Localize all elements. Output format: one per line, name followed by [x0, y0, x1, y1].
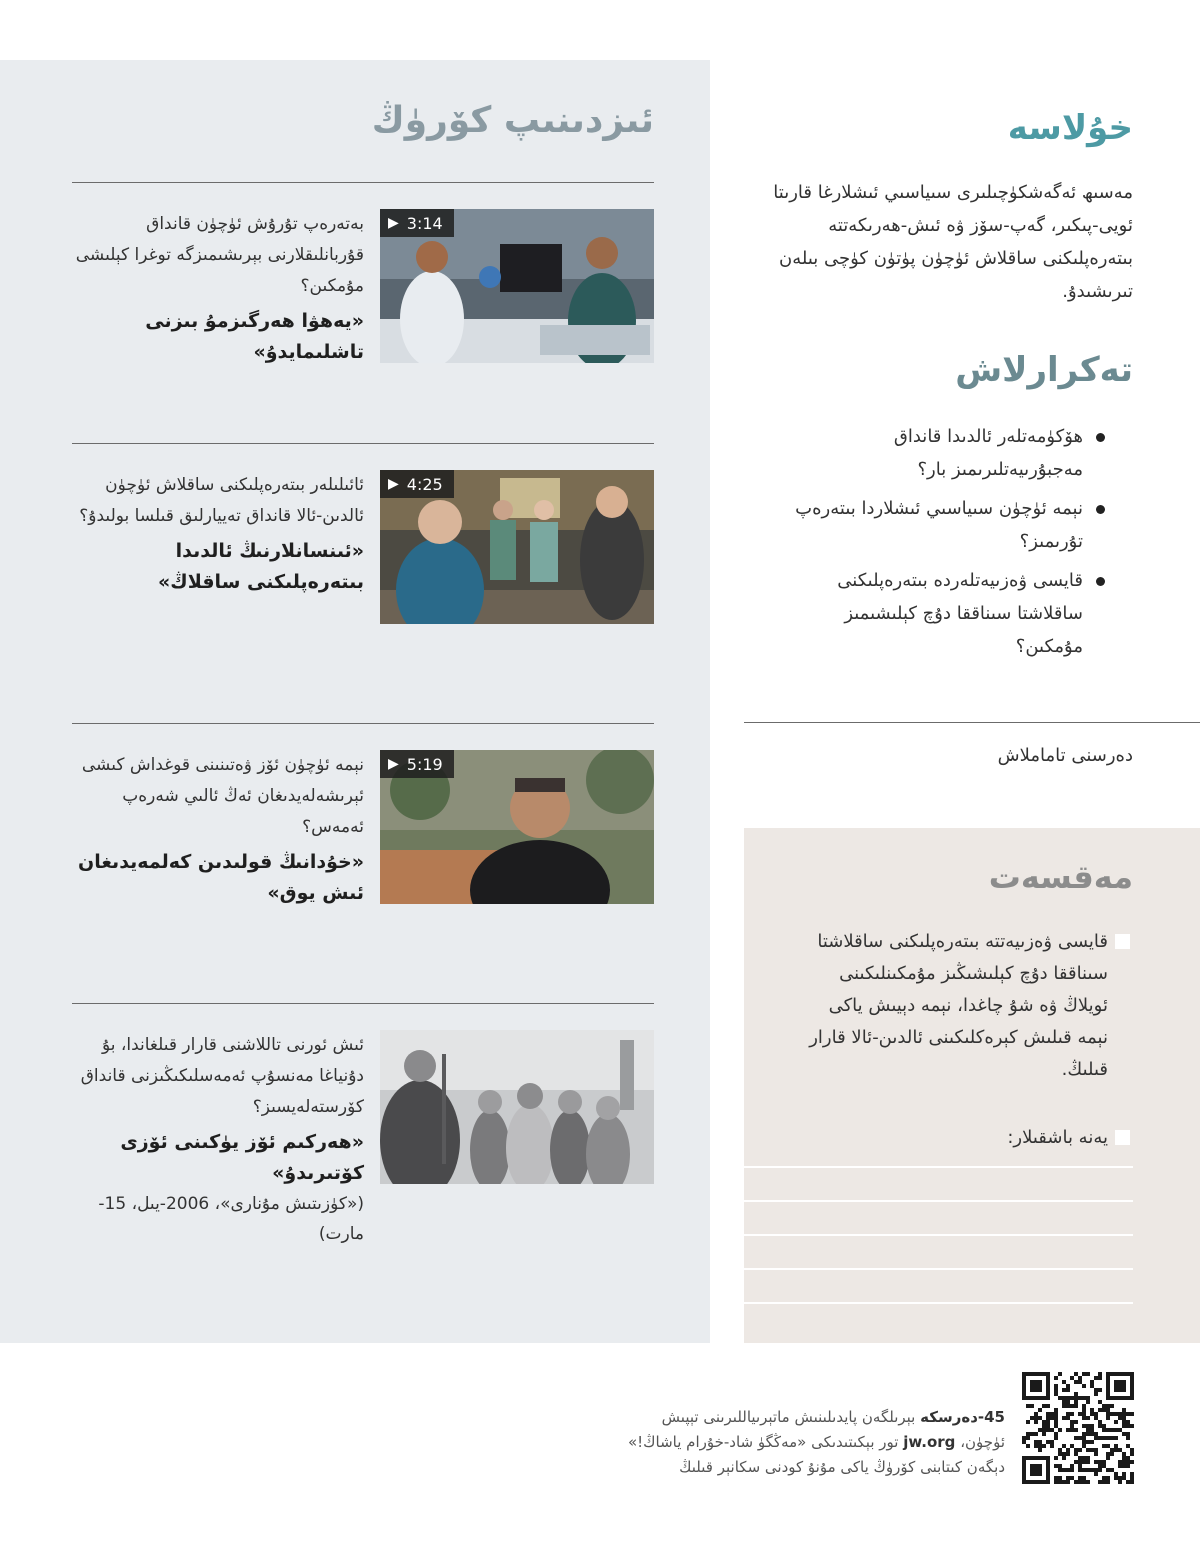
review-heading: تەكرارلاش: [955, 350, 1133, 390]
video-item: [72, 750, 654, 910]
play-icon: ▶: [388, 756, 399, 772]
duration-badge: [380, 750, 454, 778]
review-item: نېمە ئۈچۈن سىياسىي ئىشلاردا بىتەرەپ تۇرىمىز؟: [780, 492, 1105, 558]
video-item: [72, 209, 654, 369]
divider: [72, 1003, 654, 1004]
duration-badge: [380, 470, 454, 498]
review-list: [780, 420, 1105, 669]
goal-heading: مەقسەت: [988, 858, 1133, 896]
summary-text: مەسىھ ئەگەشكۈچىلىرى سىياسىي ئىشلارغا قارىتا ئويى-پىكىر، گەپ-سۆز ۋە ئىش-ھەرىكەتتە بىتەرەپلىكنى ساقلاش ئۈچۈن پۈتۈن كۈچى بىلەن تىرىشىدۇ.: [773, 182, 1133, 302]
video-thumbnail[interactable]: [380, 209, 654, 363]
video-thumbnail[interactable]: [380, 470, 654, 624]
duration-label: 3:14: [406, 213, 443, 233]
divider: [72, 723, 654, 724]
duration-badge: [380, 209, 454, 237]
site-link[interactable]: jw.org: [903, 1433, 956, 1451]
review-item: ھۆكۈمەتلەر ئالدىدا قانداق مەجبۇرىيەتلىرىمىز بار؟: [780, 420, 1105, 486]
article-text: [72, 1030, 364, 1249]
article-item: [72, 1030, 654, 1250]
video-text: [72, 209, 364, 368]
duration-label: 5:19: [406, 754, 443, 774]
writing-line[interactable]: [744, 1234, 1133, 1236]
footer-note: [600, 1405, 1005, 1480]
writing-line[interactable]: [744, 1200, 1133, 1202]
video-text: [72, 470, 364, 598]
divider: [744, 722, 1200, 723]
checkbox-icon[interactable]: [1115, 934, 1130, 949]
footer-line1: بېرىلگەن پايدىلىنىش ماتېرىياللىرىنى تېپىش: [661, 1408, 916, 1426]
video-title[interactable]: «يەھۋا ھەرگىزمۇ بىزنى تاشلىمايدۇ»: [145, 310, 364, 363]
video-question: بەتەرەپ تۇرۇش ئۈچۈن قانداق قۇربانلىقلارنى بېرىشىمىزگە توغرا كېلىشى مۇمكىن؟: [75, 214, 364, 296]
play-icon: ▶: [388, 476, 399, 492]
summary-heading: خۇلاسە: [1007, 108, 1133, 148]
video-thumbnail[interactable]: [380, 750, 654, 904]
explore-heading: ئىزدىنىپ كۆرۈڭ: [371, 100, 654, 141]
video-question: نېمە ئۈچۈن ئۆز ۋەتىنىنى قوغداش كىشى ئېرىشەلەيدىغان ئەڭ ئالىي شەرەپ ئەمەس؟: [81, 755, 364, 837]
article-question: ئىش ئورنى تاللاشنى قارار قىلغاندا، بۇ دۇنياغا مەنسۇپ ئەمەسلىكىڭىزنى قانداق كۆرستەلەيسىز؟: [80, 1035, 364, 1117]
goal-box: [744, 828, 1200, 1343]
writing-line[interactable]: [744, 1302, 1133, 1304]
lesson-number: 45-دەرسكە: [920, 1408, 1005, 1426]
goal-item-text: قايسى ۋەزىيەتتە بىتەرەپلىكنى ساقلاشتا سىناققا دۇچ كېلىشىڭىز مۇمكىنلىكىنى ئويلاڭ ۋە شۇ چاغدا، نېمە دېيىش ياكى نېمە قىلىش كېرەكلىكىنى ئالدىن-ئالا قارار قىلىڭ.: [809, 931, 1108, 1080]
play-icon: ▶: [388, 215, 399, 231]
writing-line[interactable]: [744, 1166, 1133, 1168]
video-title[interactable]: «خۇدانىڭ قولىدىن كەلمەيدىغان ئىش يوق»: [77, 851, 364, 904]
duration-label: 4:25: [406, 474, 443, 494]
divider: [72, 443, 654, 444]
footer-line3: دېگەن كىتابنى كۆرۈڭ ياكى مۇنۇ كودنى سكانېر قىلىڭ: [679, 1458, 1005, 1476]
writing-line[interactable]: [744, 1268, 1133, 1270]
video-title[interactable]: «ئىنسانلارنىڭ ئالدىدا بىتەرەپلىكنى ساقلاڭ»: [158, 540, 364, 593]
divider: [72, 182, 654, 183]
review-item: قايسى ۋەزىيەتلەردە بىتەرەپلىكنى ساقلاشتا سىناققا دۇچ كېلىشىمىز مۇمكىن؟: [780, 564, 1105, 663]
article-illustration[interactable]: [380, 1030, 654, 1184]
footer-line2-pre: ئۈچۈن،: [960, 1433, 1005, 1451]
checkbox-icon[interactable]: [1115, 1130, 1130, 1145]
article-source: («كۈزىتىش مۇنارى»، 2006-يىل، 15-مارت): [98, 1194, 364, 1244]
video-text: [72, 750, 364, 909]
video-item: [72, 470, 654, 630]
article-title[interactable]: «ھەركىم ئۆز يۈكىنى ئۆزى كۆتىرىدۇ»: [120, 1131, 364, 1184]
goal-item-text: يەنە باشقىلار:: [1007, 1127, 1108, 1148]
video-question: ئائىلىلەر بىتەرەپلىكنى ساقلاش ئۈچۈن ئالدىن-ئالا قانداق تەييارلىق قىلسا بولىدۇ؟: [79, 475, 364, 526]
goal-item: [794, 1122, 1130, 1154]
footer-line2-post: تور بېكىتىدىكى «مەڭگۈ شاد-خۇرام ياشاڭ!»: [627, 1433, 899, 1451]
complete-lesson-label: دەرسنى تاماملاش: [997, 745, 1133, 766]
qr-code-icon[interactable]: [1022, 1372, 1134, 1484]
goal-item: [794, 926, 1130, 1086]
